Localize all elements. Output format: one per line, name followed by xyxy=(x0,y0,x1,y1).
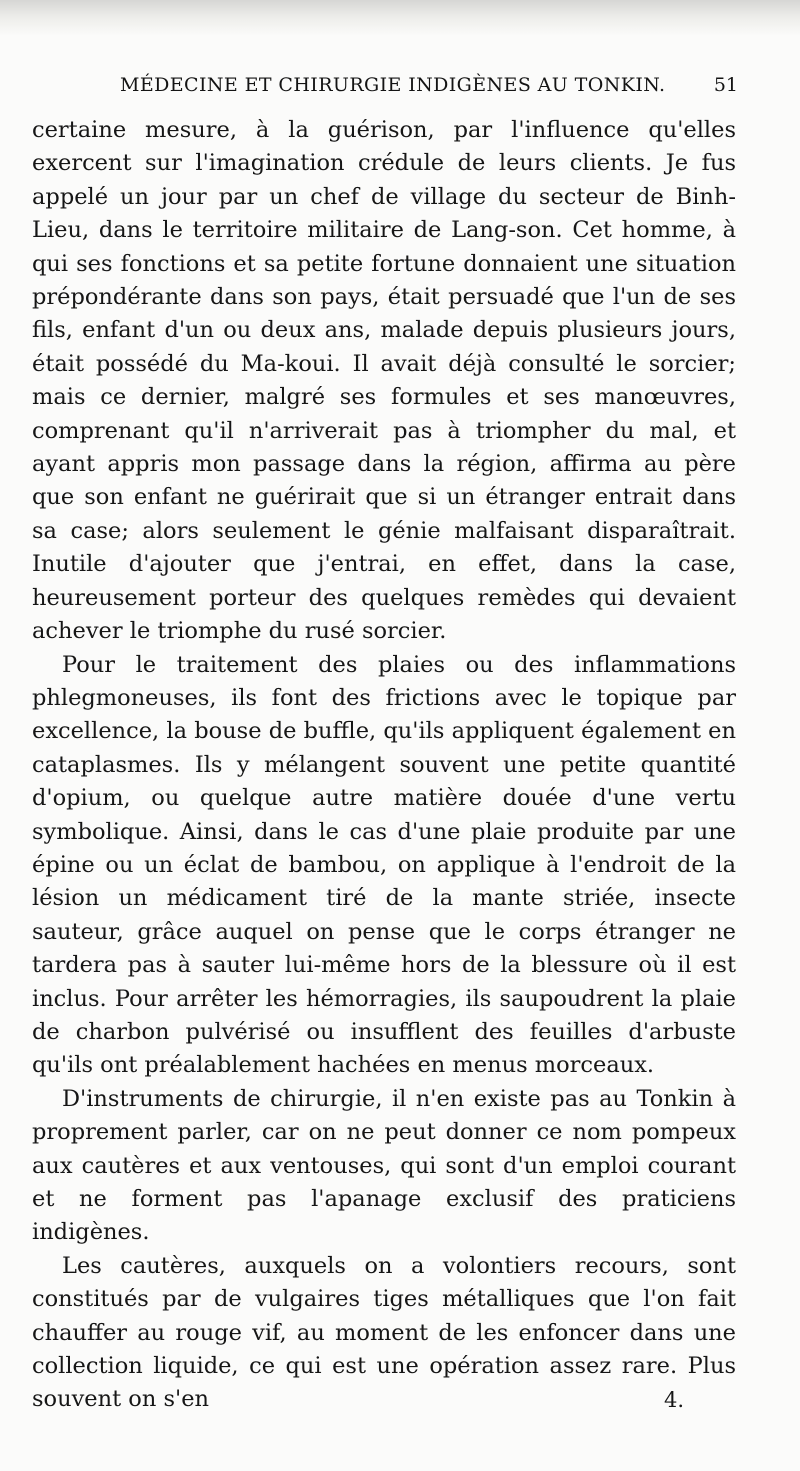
paragraph-1: certaine mesure, à la guérison, par l'influence qu'elles exercent sur l'imagination crédule de leurs clients. Je fus appelé un jour par un chef de village du secteur de Binh-Lieu, dans le territoire militaire de Lang-son. Cet homme, à qui ses fonctions et sa petite fortune donnaient une situation prépondérante dans son pays, était persuadé que l'un de ses fils, enfant d'un ou deux ans, malade depuis plusieurs jours, était possédé du Ma-koui. Il avait déjà consulté le sorcier; mais ce dernier, malgré ses formules et ses manœuvres, comprenant qu'il n'arriverait pas à triompher du mal, et ayant appris mon passage dans la région, affirma au père que son enfant ne guérirait que si un étranger entrait dans sa case; alors seulement le génie malfaisant disparaîtrait. Inutile d'ajouter que j'entrai, en effet, dans la case, heureusement porteur des quelques remèdes qui devaient achever le triomphe du rusé sorcier. xyxy=(32,117,736,645)
paragraph-3: D'instruments de chirurgie, il n'en existe pas au Tonkin à proprement parler, car on ne peut donner ce nom pompeux aux cautères et aux ventouses, qui sont d'un emploi courant et ne forment pas l'apanage exclusif des praticiens indigènes. xyxy=(32,1085,736,1246)
paragraph-4: Les cautères, auxquels on a volontiers recours, sont constitués par de vulgaires tiges métalliques que l'on fait chauffer au rouge vif, au moment de les enfoncer dans une collection liquide, ce qui est une opération assez rare. Plus souvent on s'en xyxy=(32,1252,736,1413)
signature-mark: 4. xyxy=(664,1388,685,1412)
body-text xyxy=(32,114,736,1417)
paragraph-2: Pour le traitement des plaies ou des inflammations phlegmoneuses, ils font des frictions avec le topique par excellence, la bouse de buffle, qu'ils appliquent également en cataplasmes. Ils y mélangent souvent une petite quantité d'opium, ou quelque autre matière douée d'une vertu symbolique. Ainsi, dans le cas d'une plaie produite par une épine ou un éclat de bambou, on applique à l'endroit de la lésion un médicament tiré de la mante striée, insecte sauteur, grâce auquel on pense que le corps étranger ne tardera pas à sauter lui-même hors de la blessure où il est inclus. Pour arrêter les hémorragies, ils saupoudrent la plaie de charbon pulvérisé ou insufflent des feuilles d'arbuste qu'ils ont préalablement hachées en menus morceaux. xyxy=(32,651,736,1079)
running-title: MÉDECINE ET CHIRURGIE INDIGÈNES AU TONKIN. xyxy=(120,74,666,96)
page-number: 51 xyxy=(713,74,738,96)
page-edge-shadow xyxy=(0,0,800,36)
page-header xyxy=(120,74,738,108)
